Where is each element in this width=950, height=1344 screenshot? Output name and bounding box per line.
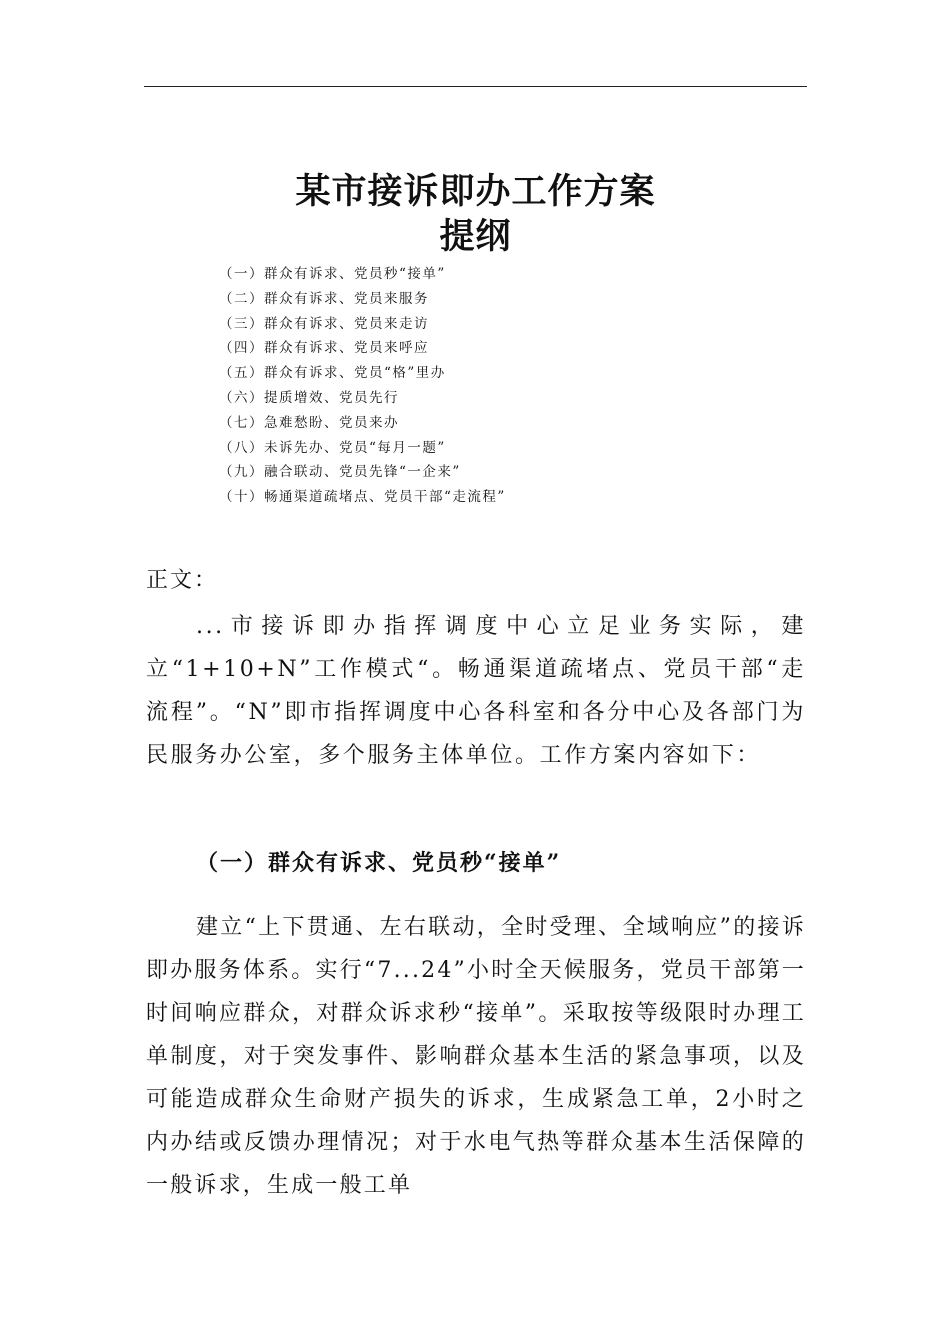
- outline-item: （九）融合联动、党员先锋“一企来”: [219, 464, 461, 481]
- outline-item: （八）未诉先办、党员“每月一题”: [219, 439, 446, 456]
- section-heading: （一）群众有诉求、党员秒“接单”: [196, 850, 562, 876]
- header-rule: [144, 86, 807, 87]
- body-label: 正文：: [146, 568, 219, 593]
- outline-item: （十）畅通渠道疏堵点、党员干部“走流程”: [219, 489, 506, 506]
- intro-paragraph: ...市接诉即办指挥调度中心立足业务实际，建立“1+10+N”工作模式“。畅通渠道疏堵点、党员干部“走流程”。“N”即市指挥调度中心各科室和各分中心及各部门为民服务办公室，多个服务主体单位。工作方案内容如下：: [146, 614, 806, 768]
- outline-item: （七）急难愁盼、党员来办: [219, 414, 399, 431]
- outline-list: [219, 262, 506, 510]
- document-subtitle: 提纲: [439, 216, 512, 257]
- outline-item: （五）群众有诉求、党员“格”里办: [219, 365, 446, 382]
- document-title: 某市接诉即办工作方案: [295, 171, 656, 212]
- outline-item: （四）群众有诉求、党员来呼应: [219, 340, 429, 357]
- outline-item: （三）群众有诉求、党员来走访: [219, 315, 429, 332]
- section-paragraph: 建立“上下贯通、左右联动，全时受理、全域响应”的接诉即办服务体系。实行“7...24”小时全天候服务，党员干部第一时间响应群众，对群众诉求秒“接单”。采取按等级限时办理工单制度，对于突发事件、影响群众基本生活的紧急事项，以及可能造成群众生命财产损失的诉求，生成紧急工单，2小时之内办结或反馈办理情况；对于水电气热等群众基本生活保障的一般诉求，生成一般工单: [146, 915, 806, 1198]
- outline-item: （六）提质增效、党员先行: [219, 389, 399, 406]
- outline-item: （二）群众有诉求、党员来服务: [219, 290, 429, 307]
- outline-item: （一）群众有诉求、党员秒“接单”: [219, 266, 446, 282]
